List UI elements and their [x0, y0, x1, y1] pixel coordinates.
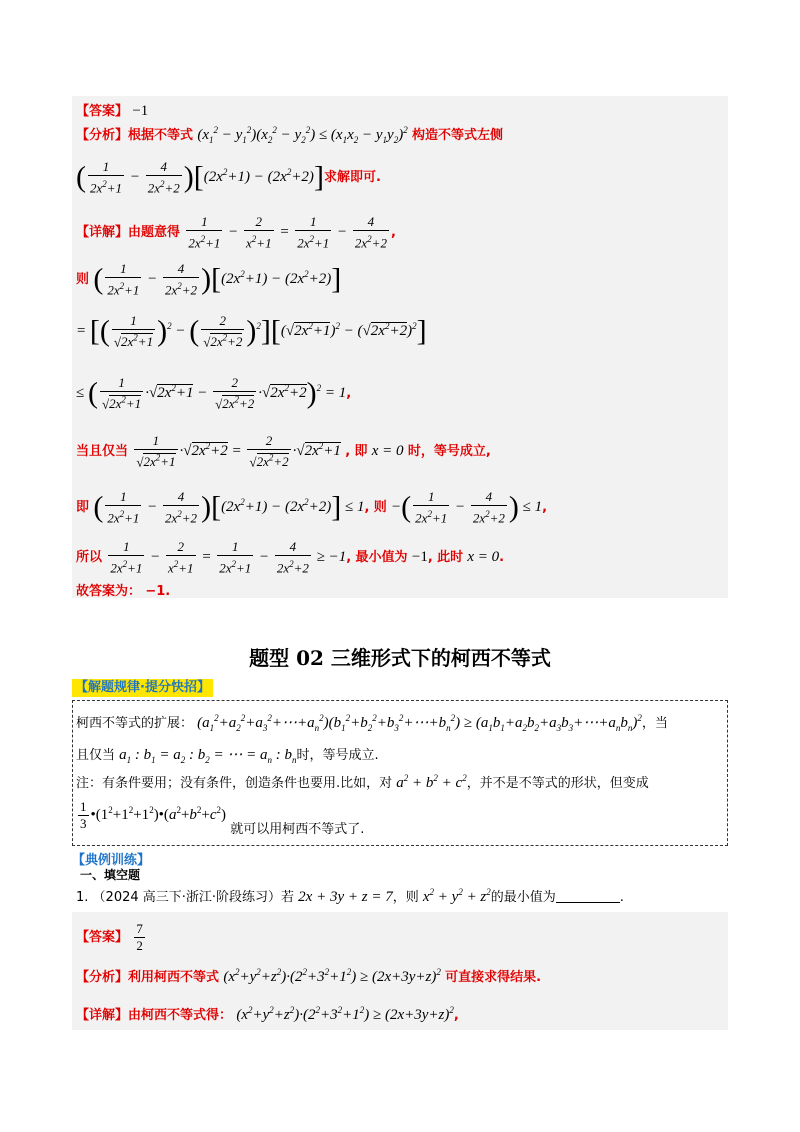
analysis-text-3: 求解即可. — [323, 170, 381, 186]
ineq-line: ≤ ( $\frac{1}{√2x^2+1}$ $\cdot√2x^2+1$ − $\frac{2}{√2x^2+2}$ $\cdot√2x^2+2)^2 = 1$, — [76, 375, 352, 412]
detail-label-2: 【详解】 — [76, 1008, 129, 1023]
final-value: −1. — [145, 584, 171, 599]
q-num: 1. — [76, 890, 89, 905]
equal-holds-text: 时，等号成立, — [407, 444, 491, 460]
box-line-4 — [76, 799, 365, 837]
answer-label-2: 【答案】 — [76, 929, 129, 945]
answer-line — [76, 100, 148, 120]
formula: −( $\frac{1}{2x^2+1}$ − $\frac{4}{2x^2+2}$ ) ≤ 1 — [391, 489, 543, 526]
formula: $\frac{1}{2x^2+1}$ − $\frac{2}{x^2+1}$ = $\frac{1}{2x^2+1}$ − $\frac{4}{2x^2+2}$ — [188, 214, 387, 251]
formula: ( $\frac{1}{2x^2+1}$ − $\frac{4}{2x^2+2}$ )$[(2x^2+1) - (2x^2+2)]$ — [76, 159, 324, 196]
final-text: 故答案为： — [76, 584, 142, 599]
ji-line: 即 ( $\frac{1}{2x^2+1}$ − $\frac{4}{2x^2+2}$ )$[(2x^2+1) - (2x^2+2)] \le 1$, 则 −( $\frac{1}{2x^2+1}$ − $\frac{4}{2x^2+2}$ ) ≤ 1, — [76, 489, 548, 526]
box-text: 且仅当 — [76, 748, 116, 763]
tip-tag: 【解题规律·提分快招】 — [72, 679, 213, 697]
formula: $\frac{1}{√2x^2+1}$ $\cdot√2x^2+2$ = $\frac{2}{√2x^2+2}$ $\cdot√2x^2+1$ — [136, 433, 341, 470]
analysis-text-b2: 利用柯西不等式 — [128, 970, 220, 985]
analysis-line-b2: 【分析】利用柯西不等式 $(x^2+y^2+z^2)\cdot(2^2+3^2+1^2) \ge (2x+3y+z)^2$ 可直接求得结果. — [76, 967, 542, 985]
formula: $\frac{1}{2x^2+1}$ − $\frac{2}{x^2+1}$ = $\frac{1}{2x^2+1}$ − $\frac{4}{2x^2+2}$ ≥ −1 — [110, 539, 347, 576]
min-text: 最小值为 — [355, 550, 408, 566]
box-text: 时，等号成立. — [296, 748, 379, 763]
ji-text-2: 即 — [76, 500, 90, 516]
formula: $\frac{1}{3}$ $•(1^2+1^2+1^2)•(a^2+b^2+c^2)$ — [80, 799, 227, 831]
expand-line — [76, 314, 427, 349]
formula: $(a_1^2+a_2^2+a_3^2+\cdots+a_n^2)(b_1^2+b_2^2+b_3^2+\cdots+b_n^2)$ ≥ $(a_1b_1+a_2b_2+a_3b_3+\cdots+a_nb_n)^2$ — [197, 713, 642, 733]
answer-blank[interactable] — [556, 890, 620, 903]
question-1: 1. （2024 高三下·浙江·阶段练习）若 2x + 3y + z = 7，则 $x^2 + y^2 + z^2$的最小值为 . — [76, 887, 624, 905]
analysis-line-2 — [76, 160, 381, 195]
box-text: ，并不是不等式的形状，但变成 — [466, 776, 649, 791]
cishi-text: 此时 — [437, 550, 464, 566]
analysis-label: 【分析】 — [76, 128, 129, 143]
detail-line-b2: 【详解】由柯西不等式得： $(x^2+y^2+z^2)\cdot(2^2+3^2+1^2) \ge (2x+3y+z)^2$, — [76, 1005, 459, 1023]
box-dang: 当 — [654, 716, 668, 731]
analysis-text: 根据不等式 — [128, 128, 194, 143]
x-eq-0: x = 0 — [371, 443, 404, 460]
suoyi-text: 所以 — [76, 550, 103, 566]
box-text: 就可以用柯西不等式了. — [230, 821, 365, 837]
analysis-text-2: 构造不等式左侧 — [412, 128, 504, 143]
formula: ( $\frac{1}{2x^2+1}$ − $\frac{4}{2x^2+2}$ )$[(2x^2+1) - (2x^2+2)] \le 1$ — [93, 489, 365, 526]
analysis-label-2: 【分析】 — [76, 970, 129, 985]
ji-text: 即 — [354, 444, 368, 460]
detail-text-2: 由柯西不等式得： — [128, 1008, 233, 1023]
q-src: （2024 高三下·浙江·阶段练习）若 — [92, 890, 295, 905]
box-line-2: 且仅当 $a_1$ : $b_1 = a_2$ : $b_2$ = ⋯ = $a_n$ : $b_n$时，等号成立. — [76, 747, 379, 765]
analysis-text-b2-2: 可直接求得结果. — [445, 970, 542, 985]
q-end: 的最小值为 — [490, 890, 556, 905]
formula: ( $\frac{1}{2x^2+1}$ − $\frac{4}{2x^2+2}$ )$[(2x^2+1) - (2x^2+2)]$ — [93, 261, 342, 298]
box-text: 柯西不等式的扩展： — [76, 716, 194, 731]
box-line-3: 注：有条件要用；没有条件，创造条件也要用.比如，对 $a^2 + b^2 + c^2$，并不是不等式的形状，但变成 — [76, 773, 649, 791]
answer-line-2: 【答案】 $\frac{7}{2}$ — [76, 921, 143, 953]
detail-text: 由题意得 — [128, 225, 181, 241]
detail-line: 【详解】由题意得 $\frac{1}{2x^2+1}$ − $\frac{2}{x^2+1}$ = $\frac{1}{2x^2+1}$ − $\frac{4}{2x^2+2}$ , — [76, 214, 396, 251]
formula: = [( $\frac{1}{√2x^2+1}$ )$^2$ − ( $\frac{2}{√2x^2+2}$ )$^2][(√2x^2+1)^2 - (√2x^2+2)^2]$ — [76, 313, 427, 350]
fill-heading: 一、填空题 — [80, 868, 141, 882]
when-text: 当且仅当 — [76, 444, 129, 460]
q-mid: ，则 — [392, 890, 419, 905]
analysis-line — [76, 124, 503, 145]
answer-label: 【答案】 — [76, 104, 129, 119]
examples-tag: 【典例训练】 — [72, 853, 151, 868]
formula: ≤ ( $\frac{1}{√2x^2+1}$ $\cdot√2x^2+1$ − $\frac{2}{√2x^2+2}$ $\cdot√2x^2+2)^2 = 1$ — [76, 375, 347, 412]
answer-value: −1 — [132, 103, 149, 119]
suoyi-line: 所以 $\frac{1}{2x^2+1}$ − $\frac{2}{x^2+1}$ = $\frac{1}{2x^2+1}$ − $\frac{4}{2x^2+2}$ ≥ −1, 最小值为 −1, 此时 x = 0. — [76, 539, 505, 576]
box-text: 注：有条件要用；没有条件，创造条件也要用.比如，对 — [76, 776, 393, 791]
analysis-formula: $(x_1^2 - y_1^2)(x_2^2 - y_2^2) \le (x_1x_2 - y_1y_2)^2$ — [197, 125, 408, 145]
when-line: 当且仅当 $\frac{1}{√2x^2+1}$ $\cdot√2x^2+2$ = $\frac{2}{√2x^2+2}$ $\cdot√2x^2+1$ , 即 x = 0 时，等号成立, — [76, 433, 491, 470]
final-line — [76, 580, 170, 599]
box-line-1: 柯西不等式的扩展： $(a_1^2+a_2^2+a_3^2+\cdots+a_n^2)(b_1^2+b_2^2+b_3^2+\cdots+b_n^2)$ ≥ $(a_1b_1+a_2b_2+a_3b_3+\cdots+a_nb_n)^2$，当 — [76, 713, 668, 733]
then-text: 则 — [76, 272, 90, 288]
then-line — [76, 262, 341, 297]
ze-text: 则 — [373, 500, 387, 516]
detail-label: 【详解】 — [76, 225, 129, 241]
q-dot: . — [619, 890, 624, 905]
section-title: 题型 02 三维形式下的柯西不等式 — [249, 646, 551, 670]
